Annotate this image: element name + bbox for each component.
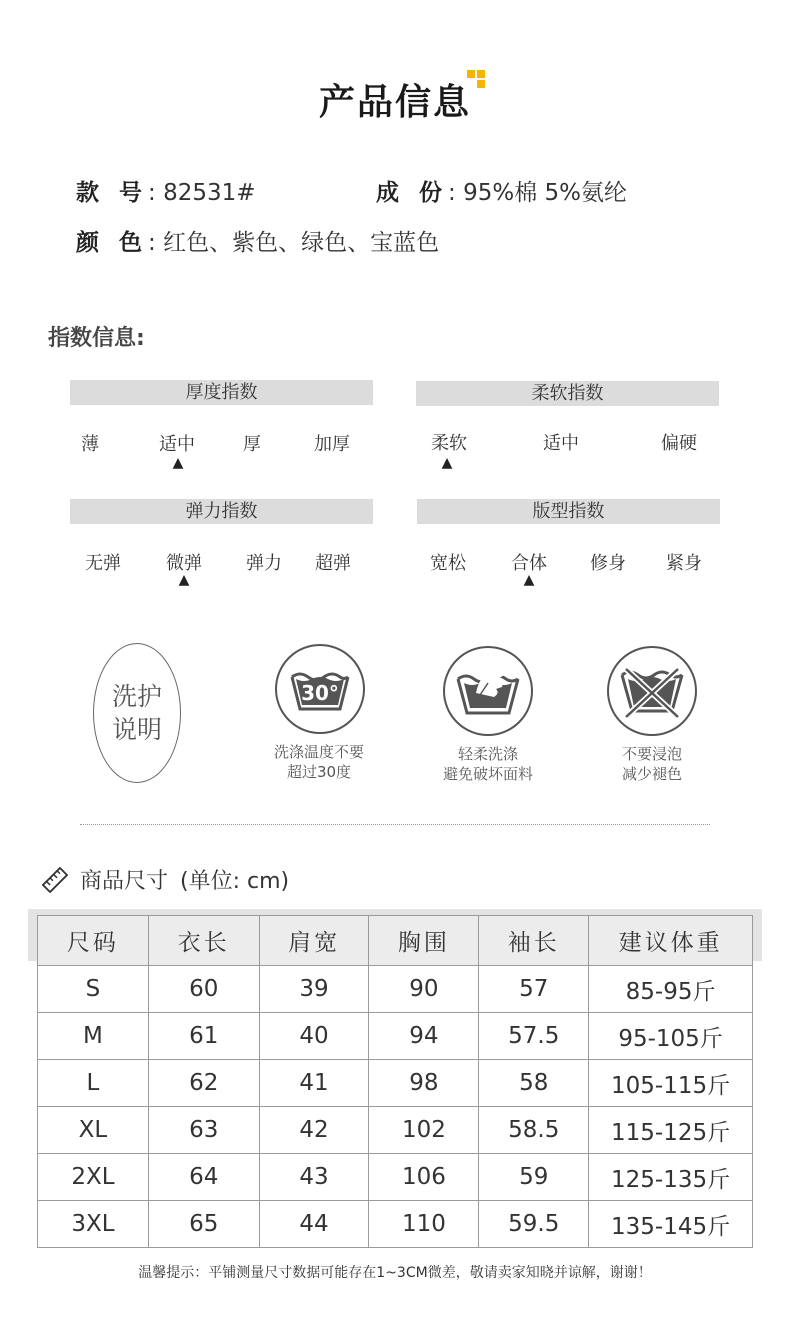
softness-option: 偏硬 bbox=[661, 433, 697, 454]
elasticity-option: 弹力 bbox=[246, 553, 282, 574]
fit-option: 合体 bbox=[511, 553, 547, 574]
table-row bbox=[38, 1013, 753, 1060]
table-cell: 64 bbox=[148, 1154, 259, 1201]
hand-wash-icon bbox=[442, 645, 534, 737]
table-cell: 102 bbox=[369, 1107, 479, 1154]
fit-option: 宽松 bbox=[430, 553, 466, 574]
fit-option: 修身 bbox=[590, 553, 626, 574]
table-header-cell: 胸围 bbox=[369, 916, 479, 966]
table-cell: 40 bbox=[259, 1013, 369, 1060]
table-cell: 94 bbox=[369, 1013, 479, 1060]
size-tip: 温馨提示：平铺测量尺寸数据可能存在1~3CM微差，敬请卖家知晓并谅解，谢谢！ bbox=[138, 1265, 652, 1281]
softness-option: 柔软 bbox=[431, 433, 467, 454]
table-header-cell: 袖长 bbox=[479, 916, 589, 966]
index-section-label: 指数信息: bbox=[48, 326, 145, 351]
thickness-option: 适中 bbox=[159, 434, 195, 455]
table-header-cell: 建议体重 bbox=[589, 916, 753, 966]
elasticity-option: 超弹 bbox=[315, 553, 351, 574]
table-cell: 63 bbox=[148, 1107, 259, 1154]
table-cell: 62 bbox=[148, 1060, 259, 1107]
hand-wash-caption bbox=[408, 744, 568, 784]
size-table bbox=[37, 915, 753, 1248]
color-key: 颜 色 bbox=[76, 230, 149, 256]
table-row bbox=[38, 1107, 753, 1154]
title-decoration-icon bbox=[467, 70, 487, 90]
wash-care-label-line2: 说明 bbox=[111, 715, 162, 744]
page-title: 产品信息 bbox=[318, 82, 471, 123]
table-cell: 59 bbox=[479, 1154, 589, 1201]
table-cell: 98 bbox=[369, 1060, 479, 1107]
wash-care-label bbox=[93, 643, 181, 783]
wash-30-caption-line1: 洗涤温度不要 bbox=[273, 743, 364, 761]
size-section-title: 商品尺寸 bbox=[80, 869, 169, 894]
softness-indicator-icon: ▲ bbox=[441, 455, 453, 471]
elasticity-indicator-icon: ▲ bbox=[178, 572, 190, 588]
thickness-option: 厚 bbox=[243, 434, 261, 455]
wash-care-label-line1: 洗护 bbox=[111, 682, 162, 711]
table-cell: 58 bbox=[479, 1060, 589, 1107]
material-value: : 95%棉 5%氨纶 bbox=[448, 180, 627, 206]
table-cell: 39 bbox=[259, 966, 369, 1013]
table-cell: 90 bbox=[369, 966, 479, 1013]
wash-30-caption bbox=[239, 742, 399, 782]
table-cell: L bbox=[38, 1060, 149, 1107]
table-cell: 3XL bbox=[38, 1201, 149, 1248]
table-cell: 106 bbox=[369, 1154, 479, 1201]
table-cell: 2XL bbox=[38, 1154, 149, 1201]
thickness-option: 薄 bbox=[81, 434, 99, 455]
fit-option: 紧身 bbox=[666, 553, 702, 574]
material-row bbox=[376, 174, 627, 207]
table-cell: 44 bbox=[259, 1201, 369, 1248]
fit-indicator-icon: ▲ bbox=[523, 572, 535, 588]
table-cell: 105-115斤 bbox=[589, 1060, 753, 1107]
softness-index-bar: 柔软指数 bbox=[416, 381, 719, 406]
no-soak-icon bbox=[606, 645, 698, 737]
table-cell: 57.5 bbox=[479, 1013, 589, 1060]
table-header-cell: 衣长 bbox=[148, 916, 259, 966]
material-key: 成 份 bbox=[376, 180, 449, 206]
no-soak-caption-line1: 不要浸泡 bbox=[621, 745, 682, 763]
style-number-row bbox=[76, 174, 256, 207]
table-cell: 42 bbox=[259, 1107, 369, 1154]
table-cell: XL bbox=[38, 1107, 149, 1154]
table-cell: 61 bbox=[148, 1013, 259, 1060]
color-value: : 红色、紫色、绿色、宝蓝色 bbox=[148, 230, 440, 256]
table-cell: 135-145斤 bbox=[589, 1201, 753, 1248]
table-row bbox=[38, 966, 753, 1013]
no-soak-caption bbox=[572, 744, 732, 784]
thickness-option: 加厚 bbox=[314, 434, 350, 455]
table-cell: 41 bbox=[259, 1060, 369, 1107]
table-cell: 85-95斤 bbox=[589, 966, 753, 1013]
table-cell: 59.5 bbox=[479, 1201, 589, 1248]
ruler-icon bbox=[42, 867, 68, 893]
table-cell: 58.5 bbox=[479, 1107, 589, 1154]
table-cell: 43 bbox=[259, 1154, 369, 1201]
fit-index-bar: 版型指数 bbox=[417, 499, 720, 524]
table-row bbox=[38, 1201, 753, 1248]
table-cell: S bbox=[38, 966, 149, 1013]
size-section-unit: (单位: cm) bbox=[180, 869, 290, 894]
table-header-row bbox=[38, 916, 753, 966]
table-row bbox=[38, 1060, 753, 1107]
no-soak-caption-line2: 减少褪色 bbox=[621, 765, 682, 783]
thickness-index-bar: 厚度指数 bbox=[70, 380, 373, 405]
table-cell: 115-125斤 bbox=[589, 1107, 753, 1154]
wash-temp-text: 30° bbox=[301, 681, 339, 705]
table-header-cell: 尺码 bbox=[38, 916, 149, 966]
style-number-value: : 82531# bbox=[148, 180, 256, 206]
table-cell: M bbox=[38, 1013, 149, 1060]
table-cell: 125-135斤 bbox=[589, 1154, 753, 1201]
table-row bbox=[38, 1154, 753, 1201]
color-row bbox=[76, 224, 439, 257]
elasticity-index-bar: 弹力指数 bbox=[70, 499, 373, 524]
table-cell: 110 bbox=[369, 1201, 479, 1248]
thickness-indicator-icon: ▲ bbox=[172, 455, 184, 471]
style-number-key: 款 号 bbox=[76, 180, 149, 206]
hand-wash-caption-line2: 避免破坏面料 bbox=[442, 765, 533, 783]
elasticity-option: 微弹 bbox=[166, 553, 202, 574]
table-cell: 95-105斤 bbox=[589, 1013, 753, 1060]
section-divider bbox=[80, 824, 710, 825]
table-cell: 65 bbox=[148, 1201, 259, 1248]
table-header-cell: 肩宽 bbox=[259, 916, 369, 966]
wash-30-caption-line2: 超过30度 bbox=[286, 763, 352, 781]
softness-option: 适中 bbox=[543, 433, 579, 454]
table-cell: 60 bbox=[148, 966, 259, 1013]
elasticity-option: 无弹 bbox=[85, 553, 121, 574]
table-cell: 57 bbox=[479, 966, 589, 1013]
wash-30-icon bbox=[274, 643, 366, 735]
size-section-header bbox=[42, 864, 289, 895]
hand-wash-caption-line1: 轻柔洗涤 bbox=[457, 745, 518, 763]
